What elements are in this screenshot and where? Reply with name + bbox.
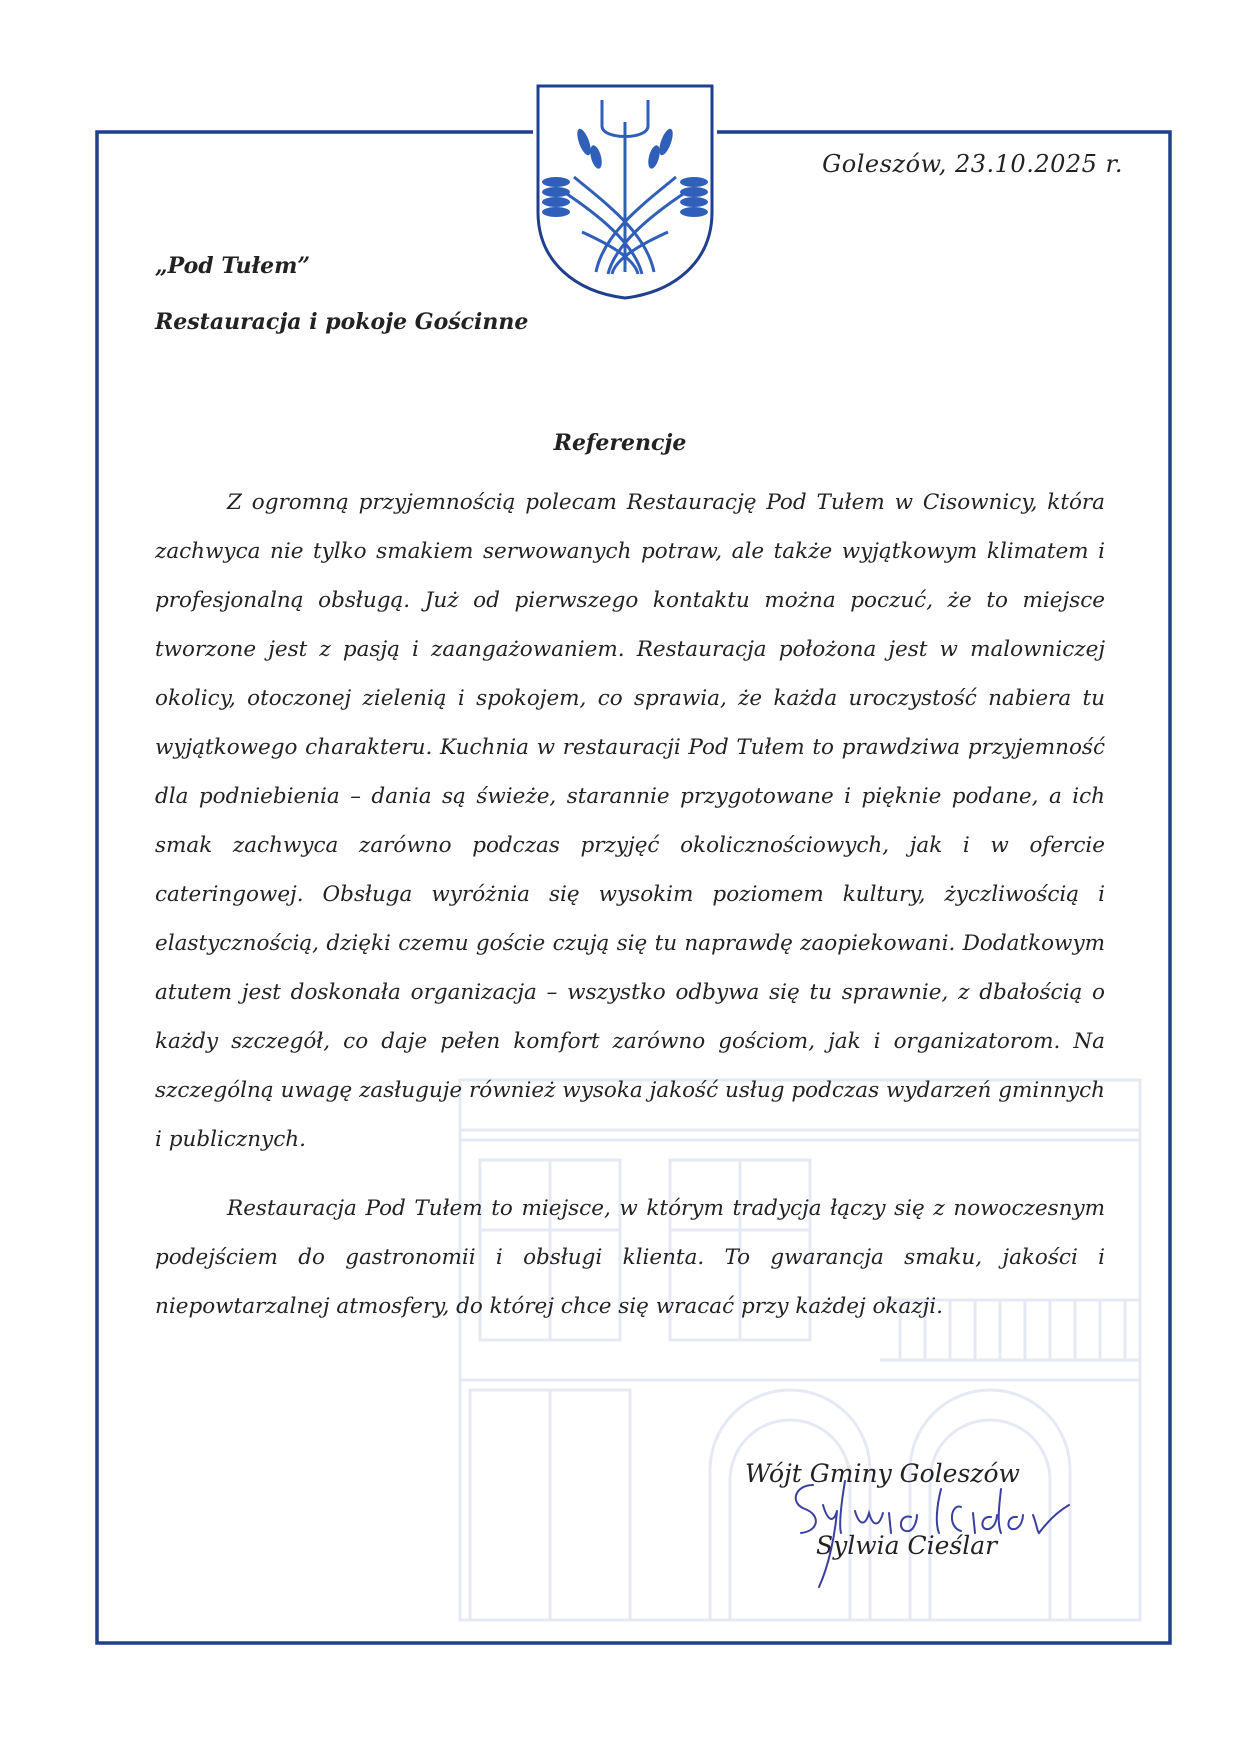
recipient-name: „Pod Tułem” (155, 253, 311, 279)
handwritten-signature (775, 1475, 1075, 1605)
recipient-description: Restauracja i pokoje Gościnne (155, 309, 529, 335)
signatory-role: Wójt Gminy Goleszów (745, 1459, 1020, 1488)
body-paragraph: Z ogromną przyjemnością polecam Restaurację Pod Tułem w Cisownicy, która zachwyca nie tylko smakiem serwowanych potraw, ale także wyjątkowym klimatem i profesjonalną obsługą. Już od pierwszego kontaktu można poczuć, że to miejsce tworzone jest z pasją i zaangażowaniem. Restauracja położona jest w malowniczej okolicy, otoczonej zielenią i spokojem, co sprawia, że każda uroczystość nabiera tu wyjątkowego charakteru. Kuchnia w restauracji Pod Tułem to prawdziwa przyjemność dla podniebienia – dania są świeże, starannie przygotowane i pięknie podane, a ich smak zachwyca zarówno podczas przyjęć okolicznościowych, jak i w ofercie cateringowej. Obsługa wyróżnia się wysokim poziomem kultury, życzliwością i elastycznością, dzięki czemu goście czują się tu naprawdę zaopiekowani. Dodatkowym atutem jest doskonała organizacja – wszystko odbywa się tu sprawnie, z dbałością o każdy szczegół, co daje pełen komfort zarówno gościom, jak i organizatorom. Na szczególną uwagę zasługuje również wysoka jakość usług podczas wydarzeń gminnych i publicznych. (155, 490, 1105, 1152)
document-title: Referencje (553, 430, 687, 456)
body-paragraph: Restauracja Pod Tułem to miejsce, w którym tradycja łączy się z nowoczesnym podejściem do gastronomii i obsługi klienta. To gwarancja smaku, jakości i niepowtarzalnej atmosfery, do której chce się wracać przy każdej okazji. (155, 1196, 1105, 1319)
letter-body (155, 478, 1105, 1331)
signatory-name: Sylwia Cieślar (816, 1531, 998, 1560)
coat-of-arms-icon (534, 82, 716, 302)
place-and-date: Goleszów, 23.10.2025 r. (822, 150, 1123, 178)
recipient-block (155, 238, 528, 350)
